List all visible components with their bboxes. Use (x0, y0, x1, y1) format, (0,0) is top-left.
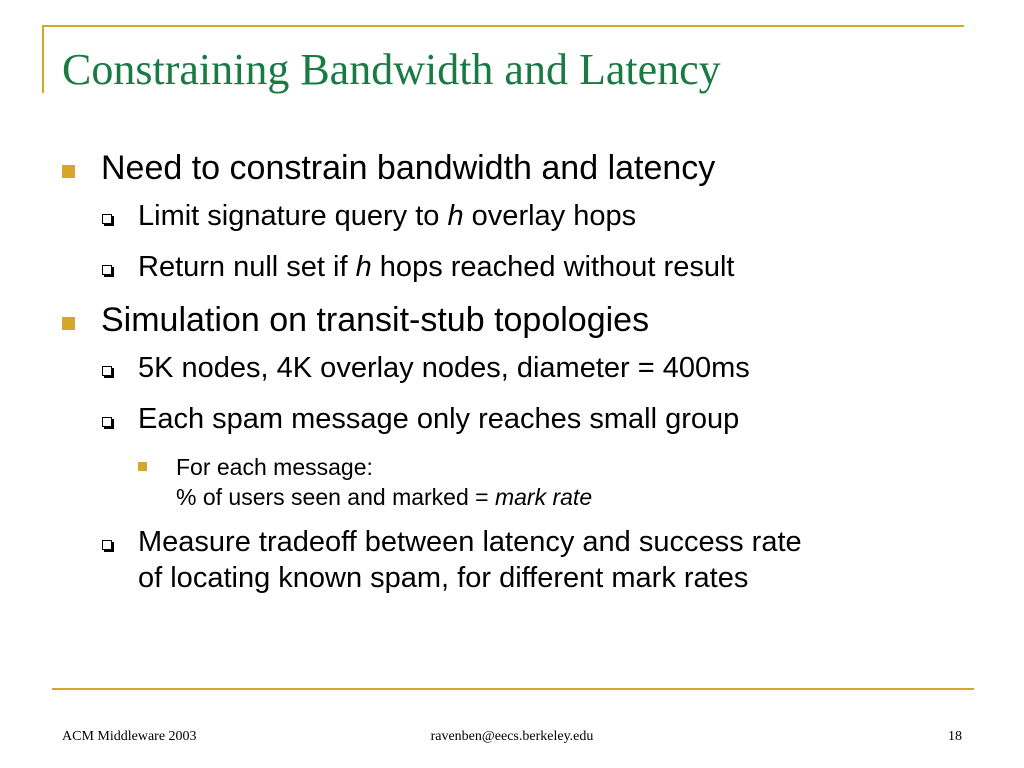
footer-conference: ACM Middleware 2003 (62, 729, 197, 744)
subbullet-tradeoff (62, 524, 1002, 596)
subbullet-limit-query (62, 198, 1002, 234)
bullet-text-line1: Measure tradeoff between latency and success rate (138, 526, 802, 558)
bullet-text-line2 (176, 482, 1002, 512)
bullet-text: Simulation on transit-stub topologies (101, 301, 650, 339)
hollow-square-bullet-icon (102, 265, 112, 275)
footer-page-number: 18 (948, 729, 962, 744)
frame-left-rule (42, 25, 44, 93)
square-bullet-icon (62, 317, 75, 330)
bullet-text: % of users seen and marked = (176, 484, 495, 510)
bullet-text: Each spam message only reaches small group (138, 403, 740, 435)
bullet-text: Return null set if (138, 251, 356, 283)
subbullet-return-null (62, 249, 1002, 285)
bullet-text: hops reached without result (371, 251, 735, 283)
subsubbullet-mark-rate (62, 452, 1002, 512)
subbullet-nodes (62, 350, 1002, 386)
footer-email: ravenben@eecs.berkeley.edu (430, 729, 594, 744)
bullet-simulation (62, 300, 1002, 340)
term-mark-rate: mark rate (494, 484, 593, 510)
bullet-constrain (62, 148, 1002, 188)
bullet-text: Need to constrain bandwidth and latency (101, 149, 716, 187)
hollow-square-bullet-icon (102, 214, 112, 224)
variable-h: h (447, 200, 464, 232)
hollow-square-bullet-icon (102, 417, 112, 427)
bullet-text: overlay hops (463, 200, 637, 232)
subbullet-spam-group (62, 401, 1002, 437)
variable-h: h (355, 251, 372, 283)
bullet-text: 5K nodes, 4K overlay nodes, diameter = 400ms (138, 352, 750, 384)
hollow-square-bullet-icon (102, 540, 112, 550)
slide-content (62, 148, 1002, 611)
bullet-text-line1: For each message: (176, 454, 373, 480)
footer-rule (52, 688, 974, 690)
small-square-bullet-icon (138, 462, 147, 471)
square-bullet-icon (62, 165, 75, 178)
bullet-text-line2: of locating known spam, for different mark rates (138, 562, 749, 594)
bullet-text: Limit signature query to (138, 200, 448, 232)
frame-top-rule (42, 25, 964, 27)
hollow-square-bullet-icon (102, 366, 112, 376)
slide-title: Constraining Bandwidth and Latency (62, 45, 721, 94)
